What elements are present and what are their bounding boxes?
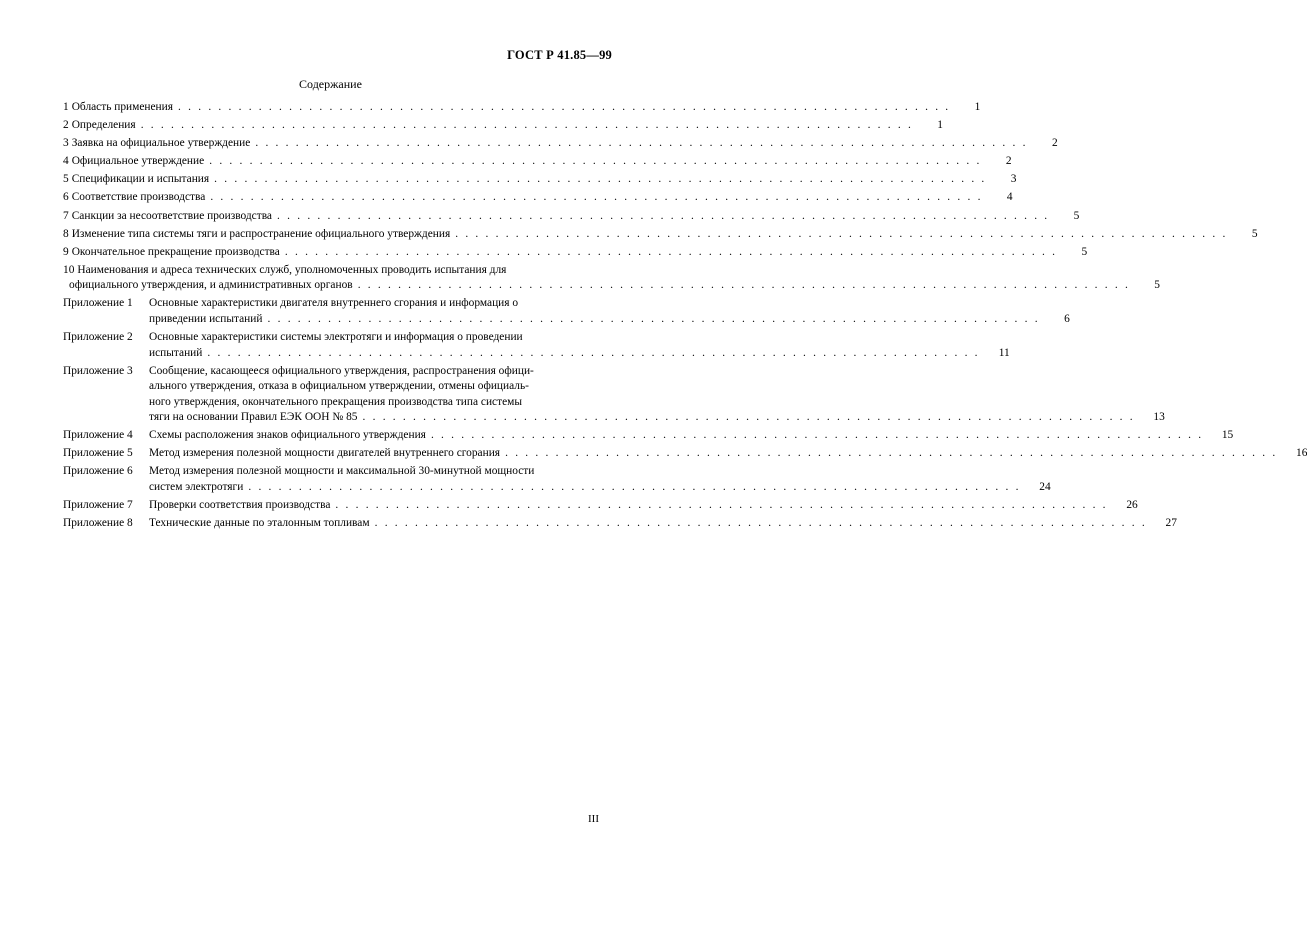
toc-entry-line [63,209,1049,225]
appendix-title [149,464,1021,495]
toc-entry-title: Окончательное прекращение производства [71,245,280,258]
toc-entry-title: Изменение типа системы тяги и распространение официального утверждения [71,227,451,240]
appendix-title-text: Основные характеристики двигателя внутреннего сгорания и информация о [149,297,519,310]
toc-entry-text [63,100,950,116]
toc-entry-number: 2 [63,119,69,132]
toc-entry[interactable] [63,136,1058,152]
toc-appendix-page: 27 [1165,517,1177,530]
toc-appendix-body [63,296,1040,327]
toc-entry[interactable] [63,118,943,134]
toc-entry-number: 7 [63,209,69,222]
toc-entry-page: 5 [1081,245,1088,258]
toc-appendix-page: 24 [1039,480,1051,493]
toc-entry-number: 8 [63,227,69,240]
toc-entry-text [63,263,1130,294]
toc-entry[interactable] [63,227,1258,243]
toc-entry-text [63,118,913,134]
toc-appendix-entry[interactable] [63,296,1070,327]
toc-entry-text [63,136,1028,152]
toc-appendix-entry[interactable] [63,428,1234,444]
leader-dots: . . . . . . . . . . . . . . . . . . . . . . . . . . . . . . . . . . . . . . . . . . . . . . . . . . . . . . . . . . . . . . . . . . . . . . . . . . . . . [330,499,1108,511]
toc-entry-text [63,227,1228,243]
appendix-label: Приложение 7 [63,499,133,511]
toc-entry[interactable] [63,190,1013,206]
toc-entry-page: 2 [1051,137,1058,150]
appendix-label: Приложение 1 [63,297,133,310]
toc-entry[interactable] [63,100,981,116]
leader-dots: . . . . . . . . . . . . . . . . . . . . . . . . . . . . . . . . . . . . . . . . . . . . . . . . . . . . . . . . . . . . . . . . . . . . . . . . . . . . . [205,191,983,204]
toc-entry-page: 3 [1010,173,1017,186]
appendix-label: Приложение 4 [63,429,133,442]
leader-dots: . . . . . . . . . . . . . . . . . . . . . . . . . . . . . . . . . . . . . . . . . . . . . . . . . . . . . . . . . . . . . . . . . . . . . . . . . . . . . [202,346,980,359]
leader-dots: . . . . . . . . . . . . . . . . . . . . . . . . . . . . . . . . . . . . . . . . . . . . . . . . . . . . . . . . . . . . . . . . . . . . . . . . . . . . . [357,411,1135,424]
table-of-contents [63,100,1307,534]
appendix-title-text: испытаний [149,346,203,359]
appendix-title [149,498,1108,514]
toc-entry-title: Санкции за несоответствие производства [71,209,272,222]
toc-appendix-page: 6 [1064,312,1070,325]
appendix-title-line [149,498,1108,514]
leader-dots: . . . . . . . . . . . . . . . . . . . . . . . . . . . . . . . . . . . . . . . . . . . . . . . . . . . . . . . . . . . . . . . . . . . . . . . . . . . . . [272,209,1050,222]
appendix-title-text: Технические данные по эталонным топливам [149,517,370,530]
toc-appendix-entry[interactable] [63,464,1051,495]
appendix-title-line [149,464,1021,480]
toc-entry-number: 1 [63,101,69,113]
toc-entry-line [63,190,983,206]
toc-entry-number: 3 [63,137,69,150]
leader-dots: . . . . . . . . . . . . . . . . . . . . . . . . . . . . . . . . . . . . . . . . . . . . . . . . . . . . . . . . . . . . . . . . . . . . . . . . . . . . . [135,119,913,132]
toc-entry-title: Соответствие производства [71,191,206,204]
toc-entry-line [63,100,950,116]
toc-appendix-entry[interactable] [63,330,1010,361]
toc-entry[interactable] [63,245,1088,261]
appendix-title-text: тяги на основании Правил ЕЭК ООН № 85 [149,411,358,424]
toc-appendix-page: 13 [1153,411,1165,424]
toc-entry-text [63,172,986,188]
toc-entry-text [63,190,983,206]
toc-entry-number: 4 [63,155,69,168]
leader-dots: . . . . . . . . . . . . . . . . . . . . . . . . . . . . . . . . . . . . . . . . . . . . . . . . . . . . . . . . . . . . . . . . . . . . . . . . . . . . . [209,173,987,186]
appendix-title [149,446,1277,462]
toc-entry-line [63,227,1228,243]
appendix-label: Приложение 8 [63,517,133,530]
appendix-title-line [149,312,1040,328]
toc-entry-line [63,136,1028,152]
leader-dots: . . . . . . . . . . . . . . . . . . . . . . . . . . . . . . . . . . . . . . . . . . . . . . . . . . . . . . . . . . . . . . . . . . . . . . . . . . . . . [425,429,1204,442]
leader-dots: . . . . . . . . . . . . . . . . . . . . . . . . . . . . . . . . . . . . . . . . . . . . . . . . . . . . . . . . . . . . . . . . . . . . . . . . . . . . . [500,447,1278,460]
appendix-title-line [149,296,1040,312]
toc-entry-page: 5 [1154,279,1160,292]
appendix-title [149,428,1203,444]
toc-entry-title: Область применения [71,101,173,113]
toc-entry-page: 5 [1251,227,1258,240]
toc-appendix-entry[interactable] [63,446,1307,462]
appendix-title-line [149,428,1203,444]
appendix-label: Приложение 6 [63,465,133,478]
toc-appendix-body [63,464,1021,495]
toc-appendix-body [63,498,1108,514]
toc-entry[interactable] [63,263,1160,294]
appendix-title-text: Метод измерения полезной мощности двигателей внутреннего сгорания [149,447,501,460]
toc-appendix-body [63,428,1203,444]
toc-entry-text [63,154,982,170]
toc-entry-page: 5 [1073,209,1080,222]
toc-appendix-entry[interactable] [63,498,1138,514]
appendix-label: Приложение 2 [63,331,133,344]
appendix-title-line [149,480,1021,496]
toc-entry-title: Официальное утверждение [71,155,205,168]
toc-appendix-page: 11 [998,346,1010,359]
toc-entry-line [63,118,913,134]
toc-entry-line [63,263,1130,279]
toc-entry-page: 4 [1006,191,1013,204]
toc-entry-title: Спецификации и испытания [71,173,210,186]
appendix-title [149,516,1147,532]
appendix-title-text: Схемы расположения знаков официального утверждения [149,429,426,442]
appendix-title-text: приведении испытаний [149,312,263,325]
appendix-title-line [149,516,1147,532]
leader-dots: . . . . . . . . . . . . . . . . . . . . . . . . . . . . . . . . . . . . . . . . . . . . . . . . . . . . . . . . . . . . . . . . . . . . . . . . . . . . . [369,517,1147,530]
toc-appendix-entry[interactable] [63,364,1165,426]
toc-entry-title: Наименования и адреса технических служб, уполномоченных проводить испытания для [77,263,507,276]
leader-dots: . . . . . . . . . . . . . . . . . . . . . . . . . . . . . . . . . . . . . . . . . . . . . . . . . . . . . . . . . . . . . . . . . . . . . . . . . . . . . [173,101,951,113]
toc-entry[interactable] [63,209,1080,225]
toc-appendix-body [63,516,1147,532]
appendix-title-text: Проверки соответствия производства [149,499,331,511]
toc-entry[interactable] [63,172,1017,188]
toc-entry-line [63,172,986,188]
appendix-title-text: ального утверждения, отказа в официальном утверждении, отмены официаль- [149,380,529,393]
toc-entry-title: официального утверждения, и административных органов [69,279,353,292]
toc-entry-page: 2 [1005,155,1012,168]
leader-dots: . . . . . . . . . . . . . . . . . . . . . . . . . . . . . . . . . . . . . . . . . . . . . . . . . . . . . . . . . . . . . . . . . . . . . . . . . . . . . [250,137,1028,150]
leader-dots: . . . . . . . . . . . . . . . . . . . . . . . . . . . . . . . . . . . . . . . . . . . . . . . . . . . . . . . . . . . . . . . . . . . . . . . . . . . . . [204,155,982,168]
toc-entry-title: Определения [71,119,136,132]
toc-appendix-page: 26 [1126,499,1138,511]
toc-entry-text [63,245,1057,261]
toc-entry-number: 6 [63,191,69,204]
appendix-title-line [149,410,1135,426]
leader-dots: . . . . . . . . . . . . . . . . . . . . . . . . . . . . . . . . . . . . . . . . . . . . . . . . . . . . . . . . . . . . . . . . . . . . . . . . . . . . . [279,245,1058,258]
toc-entry-line [63,278,1130,294]
appendix-title [149,364,1135,426]
toc-entry-page: 1 [974,101,981,113]
appendix-title-text: Сообщение, касающееся официального утверждения, распространения офици- [149,364,534,377]
appendix-title-text: ного утверждения, окончательного прекращения производства типа системы [149,395,522,408]
appendix-title-line [149,379,1135,395]
toc-entry-number: 5 [63,173,69,186]
toc-entry-line [63,154,982,170]
appendix-title-line [149,395,1135,411]
toc-appendix-page: 15 [1221,429,1234,442]
appendix-title-line [149,330,980,346]
appendix-title-text: Основные характеристики системы электротяги и информация о проведении [149,331,523,344]
document-header: ГОСТ Р 41.85—99 [507,48,612,62]
leader-dots: . . . . . . . . . . . . . . . . . . . . . . . . . . . . . . . . . . . . . . . . . . . . . . . . . . . . . . . . . . . . . . . . . . . . . . . . . . . . . [262,312,1040,325]
toc-appendix-body [63,364,1135,426]
toc-title: Содержание [299,77,362,91]
toc-entry-number: 10 [63,263,75,276]
toc-entry-page: 1 [937,119,943,132]
toc-entry-title: Заявка на официальное утверждение [71,137,251,150]
leader-dots: . . . . . . . . . . . . . . . . . . . . . . . . . . . . . . . . . . . . . . . . . . . . . . . . . . . . . . . . . . . . . . . . . . . . . . . . . . . . . [450,227,1228,240]
appendix-title [149,296,1040,327]
toc-appendix-body [63,446,1277,462]
appendix-title-line [149,446,1277,462]
toc-entry-line [63,245,1057,261]
toc-entry-number: 9 [63,245,69,258]
appendix-label: Приложение 5 [63,447,133,460]
toc-entry[interactable] [63,154,1012,170]
page-number: III [588,813,599,825]
appendix-label: Приложение 3 [63,364,133,377]
toc-appendix-page: 16 [1296,447,1307,460]
appendix-title-text: систем электротяги [149,480,244,493]
appendix-title-line [149,364,1135,380]
toc-appendix-entry[interactable] [63,516,1177,532]
toc-appendix-body [63,330,980,361]
appendix-title [149,330,980,361]
leader-dots: . . . . . . . . . . . . . . . . . . . . . . . . . . . . . . . . . . . . . . . . . . . . . . . . . . . . . . . . . . . . . . . . . . . . . . . . . . . . . [243,480,1021,493]
appendix-title-text: Метод измерения полезной мощности и максимальной 30-минутной мощности [149,465,535,478]
leader-dots: . . . . . . . . . . . . . . . . . . . . . . . . . . . . . . . . . . . . . . . . . . . . . . . . . . . . . . . . . . . . . . . . . . . . . . . . . . . . . [352,279,1130,292]
appendix-title-line [149,346,980,362]
toc-entry-text [63,209,1049,225]
